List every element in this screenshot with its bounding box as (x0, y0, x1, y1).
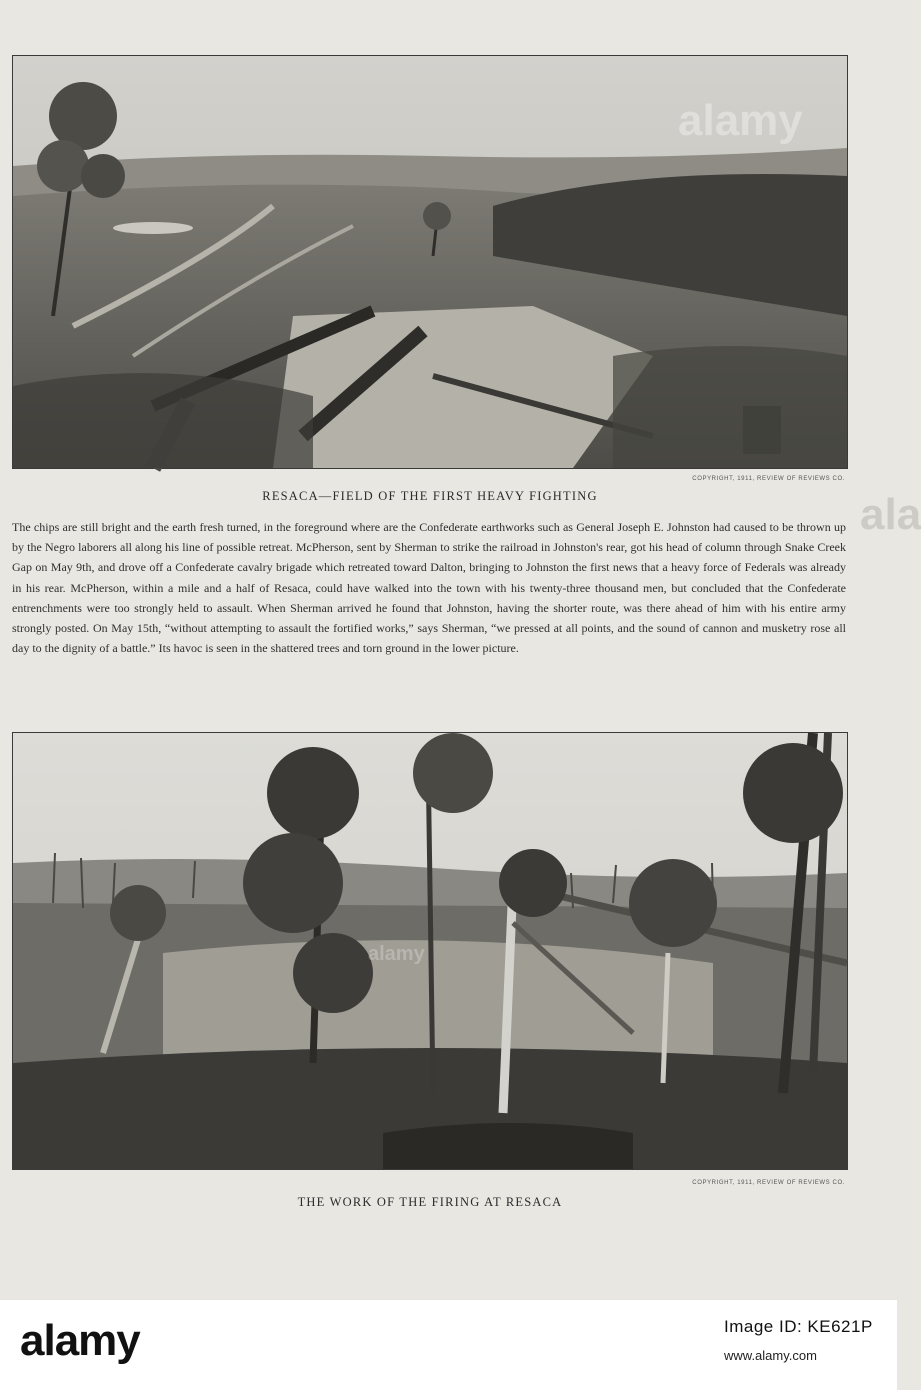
bottom-photo-caption: THE WORK OF THE FIRING AT RESACA (297, 1195, 563, 1209)
top-photo-copyright: COPYRIGHT, 1911, REVIEW OF REVIEWS CO. (692, 476, 845, 482)
stock-url: www.alamy.com (724, 1348, 817, 1363)
watermark-bottom: alamy (368, 943, 425, 965)
image-id: Image ID: KE621P (724, 1317, 873, 1336)
resaca-field-photo (12, 55, 848, 469)
body-paragraph-block (12, 517, 846, 658)
firing-resaca-illustration (13, 733, 847, 1169)
alamy-logo: alamy (20, 1316, 140, 1365)
watermark-top: alamy (678, 96, 803, 145)
body-paragraph: The chips are still bright and the earth fresh turned, in the foreground where are the Confederate earthworks such as General Joseph E. Johnston had caused to be thrown up by the Negro laborers all along his line of possible retreat. McPherson, sent by Sherman to strike the railroad in Johnston's rear, got his head of column through Snake Creek Gap on May 9th, and drove off a Confederate cavalry brigade which retreated toward Dalton, bringing to Johnston the first news that a heavy force of Federals was already in his rear. McPherson, within a mile and a half of Resaca, could have walked into the town with his twenty-three thousand men, but concluded that the Confederate entrenchments were too strongly held to assault. When Sherman arrived he found that Johnston, having the shorter route, was there ahead of him with his entire army strongly posted. On May 15th, “without attempting to assault the fortified works,” says Sherman, “we pressed at all points, and the sound of cannon and musketry rose all day to the dignity of a battle.” Its havoc is seen in the shattered trees and torn ground in the lower picture. (12, 520, 846, 656)
firing-resaca-photo (12, 732, 848, 1170)
top-photo-caption: RESACA—FIELD OF THE FIRST HEAVY FIGHTING (262, 489, 598, 503)
bottom-photo-copyright: COPYRIGHT, 1911, REVIEW OF REVIEWS CO. (692, 1180, 845, 1186)
watermark-right: ala (860, 490, 921, 539)
